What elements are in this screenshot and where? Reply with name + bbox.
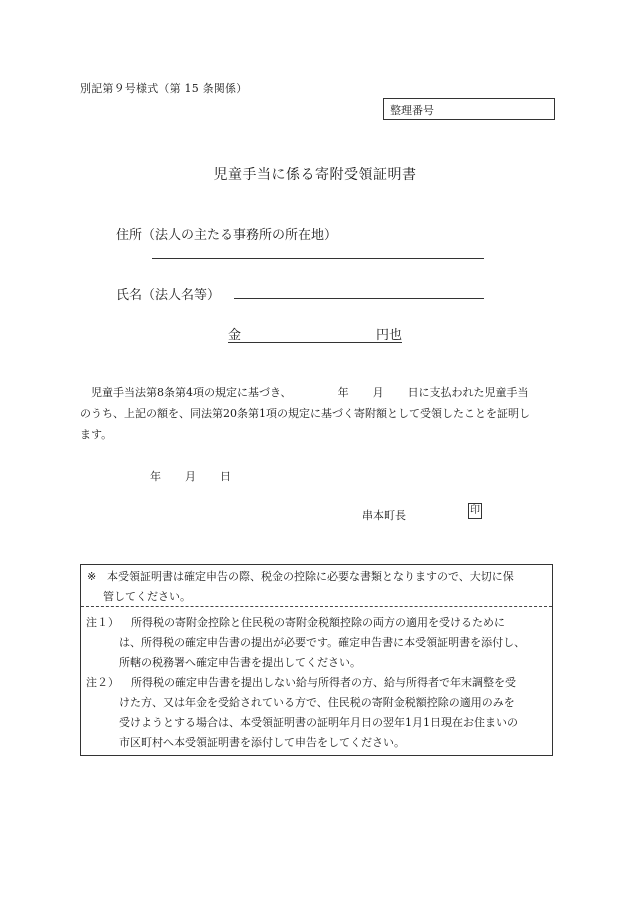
note-1-line: は、所得税の確定申告書の提出が必要です。確定申告書に本受領証明書を添付し、 xyxy=(119,636,526,649)
reference-number-label: 整理番号 xyxy=(390,104,434,117)
note-2-line: けた方、又は年金を受給されている方で、住民税の寄附金税額控除の適用のみを xyxy=(119,696,515,709)
notes-important-line1: 本受領証明書は確定申告の際、税金の控除に必要な書類となりますので、大切に保 xyxy=(107,570,514,583)
note-2-line: 市区町村へ本受領証明書を添付して申告をしてください。 xyxy=(119,736,405,749)
statement-line1-b: 日に支払われた児童手当 xyxy=(407,386,529,399)
statement-line1-a: 児童手当法第8条第4項の規定に基づき、 xyxy=(91,386,292,399)
address-label: 住所（法人の主たる事務所の所在地） xyxy=(116,228,338,243)
seal-mark: 印 xyxy=(468,503,482,519)
note-asterisk-mark: ※ xyxy=(87,570,97,583)
notes-important xyxy=(81,565,552,607)
note-1-label: 注１） xyxy=(86,616,119,629)
issue-month: 月 xyxy=(185,470,196,483)
note-1-line: 所得税の寄附金控除と住民税の寄附金税額控除の両方の適用を受けるために xyxy=(131,616,505,629)
statement-month: 月 xyxy=(372,386,384,399)
notes-box xyxy=(80,564,553,756)
issue-day: 日 xyxy=(220,470,231,483)
issue-year: 年 xyxy=(150,470,161,483)
form-reference: 別記第９号様式（第 15 条関係） xyxy=(80,82,248,95)
name-input-line[interactable] xyxy=(234,298,484,299)
mayor-title: 串本町長 xyxy=(362,509,406,522)
notes-important-line2: 管してください。 xyxy=(103,590,191,603)
name-label: 氏名（法人名等） xyxy=(116,288,221,303)
note-2-line: 受けようとする場合は、本受領証明書の証明年月日の翌年1月1日現在お住まいの xyxy=(119,716,518,729)
statement-line-1 xyxy=(80,382,554,403)
note-1-line: 所轄の税務署へ確定申告書を提出してください。 xyxy=(119,656,361,669)
reference-number-box[interactable] xyxy=(383,98,555,120)
address-input-line[interactable] xyxy=(152,258,484,259)
document-title: 児童手当に係る寄附受領証明書 xyxy=(213,167,417,183)
issue-date xyxy=(150,468,231,484)
statement-line-2: のうち、上記の額を、同法第20条第1項の規定に基づく寄附額として受領したことを証明し xyxy=(80,407,530,420)
amount-prefix: 金 xyxy=(228,328,242,343)
statement-year: 年 xyxy=(337,386,349,399)
certification-statement xyxy=(80,382,554,445)
note-2-line: 所得税の確定申告書を提出しない給与所得者の方、給与所得者で年末調整を受 xyxy=(131,676,516,689)
amount-suffix: 円也 xyxy=(375,328,402,343)
note-2-label: 注２） xyxy=(86,676,119,689)
amount-field[interactable] xyxy=(228,324,402,343)
statement-line-3: ます。 xyxy=(80,428,113,441)
